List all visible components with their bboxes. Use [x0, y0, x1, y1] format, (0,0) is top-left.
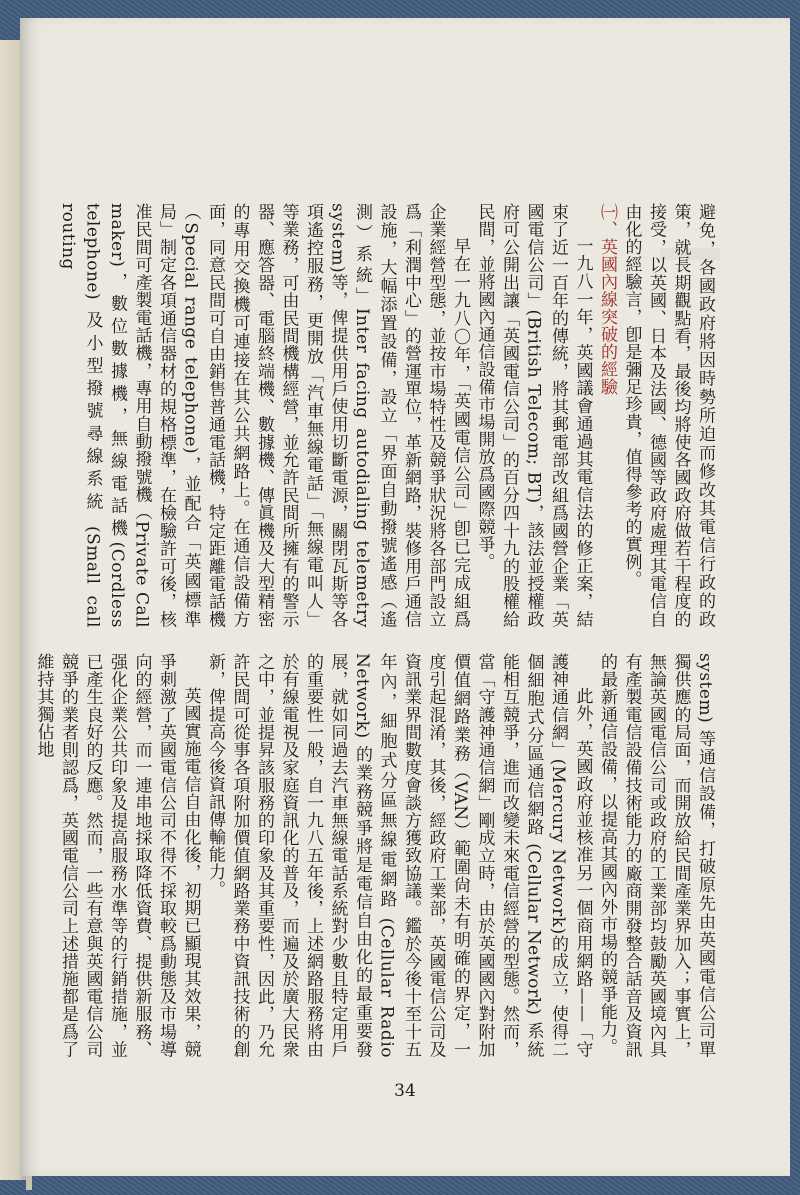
section-heading: ㈠、英國內線突破的經驗 — [597, 203, 617, 396]
book-page — [20, 18, 790, 1176]
paragraph: 英國實施電信自由化後，初期已顯現其效果，競爭刺激了英國電信公司不得不採取較爲動態及市場導向的經營，而一連串地採取降低資費、提供新服務、强化企業公共印象及提高服務水準等的行銷措施，並已產生良好的反應。然而，一些有意與英國電信公司競爭的業者則認爲，英國電信公司上述措施都是爲了維持其獨佔地 — [33, 653, 201, 1058]
page-number: 34 — [394, 1081, 416, 1101]
paragraph: 一九八一年，英國議會通過其電信法的修正案，結束了近一百年的傳統，將其郵電部改組爲國營企業「英國電信公司」(British Telecom; BT)，該法並授權政府可公開出讓「英國電信公司」的百分四十九的股權給民間，並將國內通信設備市場開放爲國際競爭。 — [474, 203, 593, 628]
intro-paragraph: 避免，各國政府將因時勢所迫而修改其電信行政的政策，就長期觀點看，最後均將使各國政府做若干程度的接受，以英國、日本及法國、德國等政府處理其電信自由化的經驗言，卽是彌足珍貴，值得參考的實例。 — [621, 203, 715, 628]
paragraph: 此外，英國政府並核准另一個商用網路——「守護神通信網」(Mercury Network)的成立，使得二個細胞式分區通信網路 (Cellular Network) 系統能相互競爭，進而改變未來電信經營的型態。然而，當「守護神通信網」剛成立時，由於英國國內對附加價值網路業務（VAN）範圍尙未有明確的界定，一度引起混淆，其後，經政府工業部，英國電信公司及資訊業界間數度會談方獲致協議。鑑於今後十至十五年內，細胞式分區無線電網路 (Cellular Radio Network) 的業務競爭將是電信自由化的最重要發展，就如同過去汽車無線電話系統對少數且特定用戶的重要性一般，自一九八五年後，上述網路服務將由於有線電視及家庭資訊化的普及，而遍及於廣大民衆之中，並提昇該服務的印象及其重要性，因此，乃允許民間可從事各項附加價值網路業務中資訊技術的創新，俾提高今後資訊傳輸能力。 — [205, 653, 593, 1058]
paragraph: system) 等通信設備，打破原先由英國電信公司單獨供應的局面，而開放給民間產業界加入；事實上，無論英國電信公司或政府的工業部均鼓勵英國境內具有產製電信設備技術能力的廠商開發整合話音及資訊的最新通信設備，以提高其國內外市場的競爭能力。 — [597, 653, 715, 1058]
lower-text-block — [33, 653, 717, 1058]
paragraph: 早在一九八〇年，「英國電信公司」卽已完成組爲企業經營型態，並按市場特性及競爭狀況將各部門設立爲「利潤中心」的營運單位，革新網路，裝修用戶通信設施，大幅添置設備，設立「界面自動撥號遙感（遙測）系統」Inter facing autodialing telemetry system)等，俾提供用戶使用切斷電源，關閉瓦斯等各項遙控服務，更開放「汽車無線電話」「無線電叫人」等業務，可由民間機構經營，並允許民間所擁有的警示器、應答器、電腦終端機、數據機、傳眞機及大型精密的專用交換機可連接在其公共網路上。在通信設備方面，同意民間可自由銷售普通電話機，特定距離電話機（Special range telephone)，並配合「英國標準局」制定各項通信器材的規格標準，在檢驗許可後，核准民間可產製電話機，專用自動撥號機（Private Call maker)，數位數據機，無線電話機(Cordless telephone) 及小型撥號尋線系統 (Small call routing — [58, 203, 470, 628]
upper-text-block — [58, 203, 717, 628]
